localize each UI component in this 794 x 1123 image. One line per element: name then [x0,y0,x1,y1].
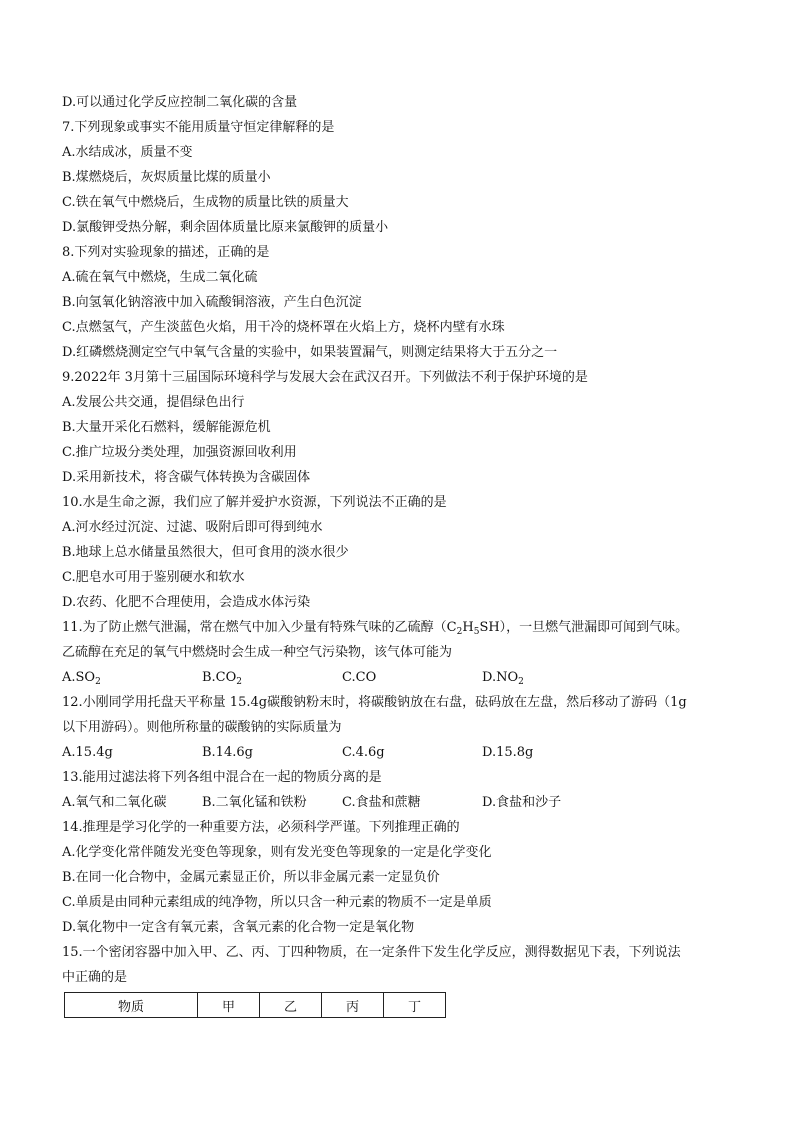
text-line: D.采用新技术，将含碳气体转换为含碳固体 [62,470,311,485]
text-line: A.水结成冰，质量不变 [62,145,193,160]
text-line: A.发展公共交通，提倡绿色出行 [62,395,245,410]
table-header-cell: 乙 [260,993,322,1018]
q12-options [62,740,742,765]
text-line: D.红磷燃烧测定空气中氧气含量的实验中，如果装置漏气，则测定结果将大于五分之一 [62,345,558,360]
text-line: D.可以通过化学反应控制二氧化碳的含量 [62,95,298,110]
q14-option-b: B.在同一化合物中，金属元素显正价，所以非金属元素一定显负价 [62,870,440,885]
q14-stem: 14.推理是学习化学的一种重要方法，必须科学严谨。下列推理正确的 [62,820,460,835]
q12-option-b: B.14.6g [202,745,253,760]
text-line: C.推广垃圾分类处理，加强资源回收利用 [62,445,297,460]
text-line: C.肥皂水可用于鉴别硬水和软水 [62,570,245,585]
q11-option-b: $B.CO_2$ [202,670,243,687]
q13-option-a: A.氧气和二氧化碳 [62,795,167,810]
text-line: B.大量开采化石燃料，缓解能源危机 [62,420,271,435]
table-header-cell: 丁 [384,993,446,1018]
q12-option-a: A.15.4g [62,745,113,760]
q12-stem-line1: 12.小刚同学用托盘天平称量 15.4g碳酸钠粉末时，将碳酸钠放在右盘，砝码放在左盘，然后移动了游码（1g [62,695,687,710]
q15-stem-line2: 中正确的是 [62,970,128,985]
table-header-cell: 甲 [198,993,260,1018]
text-line: 7.下列现象或事实不能用质量守恒定律解释的是 [62,120,335,135]
q11-option-a: $A.SO_2$ [62,670,101,687]
q14-option-c: C.单质是由同种元素组成的纯净物，所以只含一种元素的物质不一定是单质 [62,895,492,910]
text-line: D.氯酸钾受热分解，剩余固体质量比原来氯酸钾的质量小 [62,220,389,235]
q13-stem: 13.能用过滤法将下列各组中混合在一起的物质分离的是 [62,770,382,785]
q12-option-c: C.4.6g [342,745,385,760]
q12-stem-line2: 以下用游码）。则他所称量的碳酸钠的实际质量为 [62,720,342,735]
question-lines-6-to-10 [62,90,742,615]
q11-option-d: $D.NO_2$ [482,670,524,687]
q13-option-d: D.食盐和沙子 [482,795,562,810]
q12-option-d: D.15.8g [482,745,534,760]
q15-data-table [64,992,446,1018]
table-header-cell: 物质 [65,993,198,1018]
text-line: A.河水经过沉淀、过滤、吸附后即可得到纯水 [62,520,323,535]
text-line: A.硫在氧气中燃烧，生成二氧化硫 [62,270,258,285]
text-line: B.向氢氧化钠溶液中加入硫酸铜溶液，产生白色沉淀 [62,295,362,310]
q14-option-d: D.氧化物中一定含有氧元素，含氧元素的化合物一定是氧化物 [62,920,415,935]
text-line: 8.下列对实验现象的描述，正确的是 [62,245,270,260]
text-line: C.点燃氢气，产生淡蓝色火焰，用干冷的烧杯罩在火焰上方，烧杯内壁有水珠 [62,320,505,335]
table-header-row [65,993,446,1018]
text-line: B.煤燃烧后，灰烬质量比煤的质量小 [62,170,271,185]
q13-option-c: C.食盐和蔗糖 [342,795,421,810]
table-header-cell: 丙 [322,993,384,1018]
text-line: D.农药、化肥不合理使用，会造成水体污染 [62,595,311,610]
text-line: B.地球上总水储量虽然很大，但可食用的淡水很少 [62,545,349,560]
q11-stem-line2: 乙硫醇在充足的氧气中燃烧时会生成一种空气污染物，该气体可能为 [62,645,453,660]
q14-option-a: A.化学变化常伴随发光变色等现象，则有发光变色等现象的一定是化学变化 [62,845,492,860]
text-line: C.铁在氧气中燃烧后，生成物的质量比铁的质量大 [62,195,349,210]
text-line: 10.水是生命之源，我们应了解并爱护水资源，下列说法不正确的是 [62,495,447,510]
q13-option-b: B.二氧化锰和铁粉 [202,795,307,810]
q11-options [62,665,742,690]
text-line: 9.2022年 3月第十三届国际环境科学与发展大会在武汉召开。下列做法不利于保护环境的是 [62,370,588,385]
exam-page [62,90,742,1018]
q13-options [62,790,742,815]
q11-stem-line1: 11.为了防止燃气泄漏，常在燃气中加入少量有特殊气味的乙硫醇$(C_2H_5SH)$，一旦燃气泄漏即可闻到气味。 [62,620,689,637]
q11-option-c: C.CO [342,670,377,685]
q15-stem-line1: 15.一个密闭容器中加入甲、乙、丙、丁四种物质，在一定条件下发生化学反应，测得数据见下表，下列说法 [62,945,681,960]
